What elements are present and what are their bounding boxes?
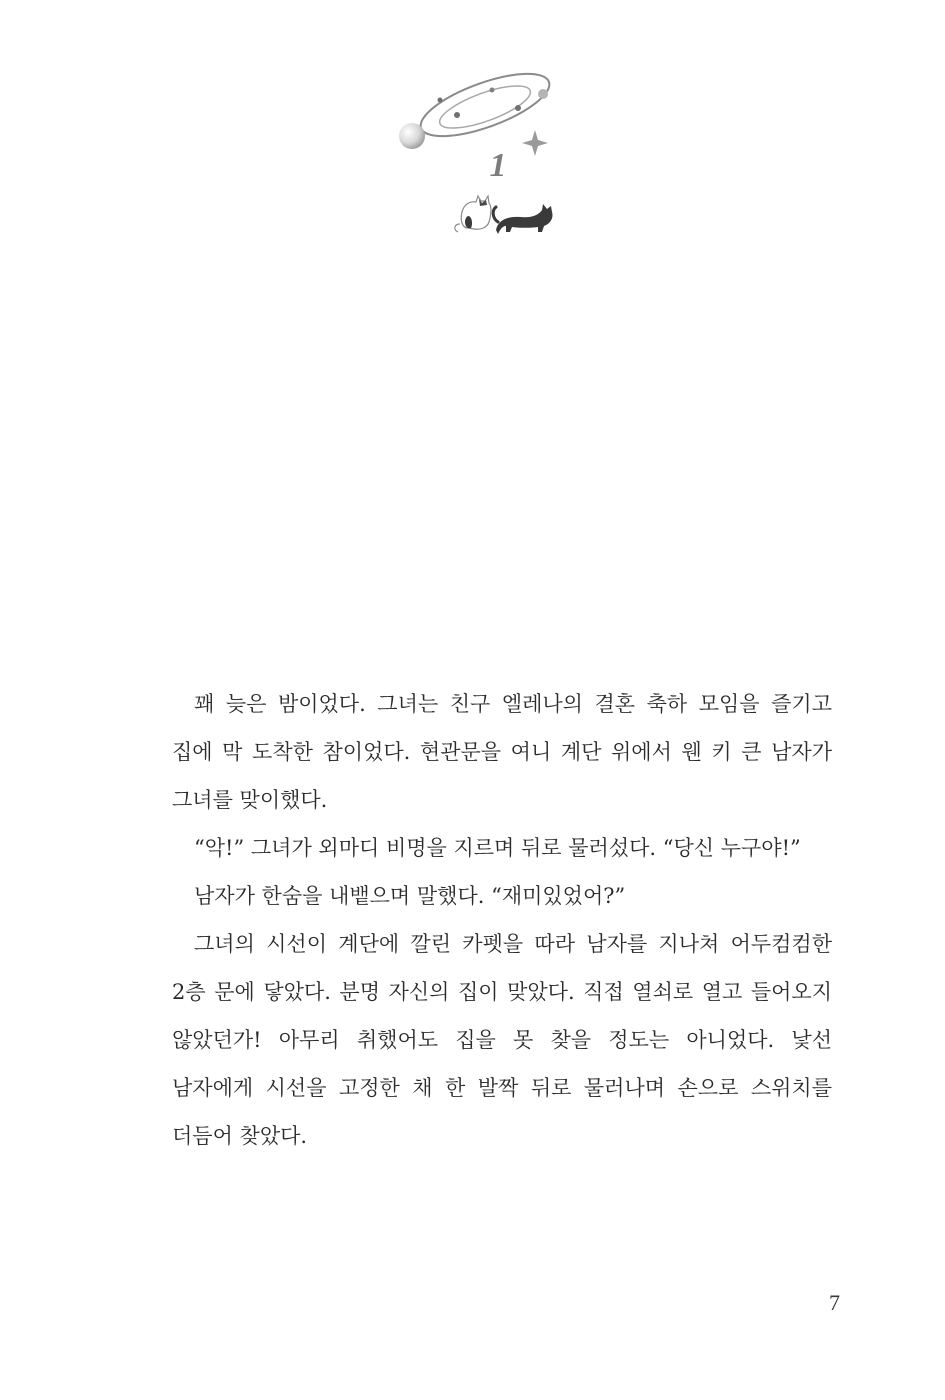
page-number: 7 [829,1290,840,1315]
chapter-number: 1 [489,147,507,184]
body-text [172,680,832,1160]
cats-icon [455,196,553,234]
paragraph: 남자가 한숨을 내뱉으며 말했다. “재미있었어?” [194,884,626,908]
paragraph: “악!” 그녀가 외마디 비명을 지르며 뒤로 물러섰다. “당신 누구야!” [194,836,801,860]
orbit-planet-icon [399,61,556,149]
sparkle-icon [522,130,548,156]
paragraph: 그녀의 시선이 계단에 깔린 카펫을 따라 남자를 지나쳐 어두컴컴한 2층 문에 닿았다. 분명 자신의 집이 맞았다. 직접 열쇠로 열고 들어오지 않았던가! 아무리 취했어도 집을 못 찾을 정도는 아니었다. 낯선 남자에게 시선을 고정한 채 한 발짝 뒤로 물러나며 손으로 스위치를 더듬어 찾았다. [172,932,832,1148]
paragraph: 꽤 늦은 밤이었다. 그녀는 친구 엘레나의 결혼 축하 모임을 즐기고 집에 막 도착한 참이었다. 현관문을 여니 계단 위에서 웬 키 큰 남자가 그녀를 맞이했다. [172,692,832,812]
